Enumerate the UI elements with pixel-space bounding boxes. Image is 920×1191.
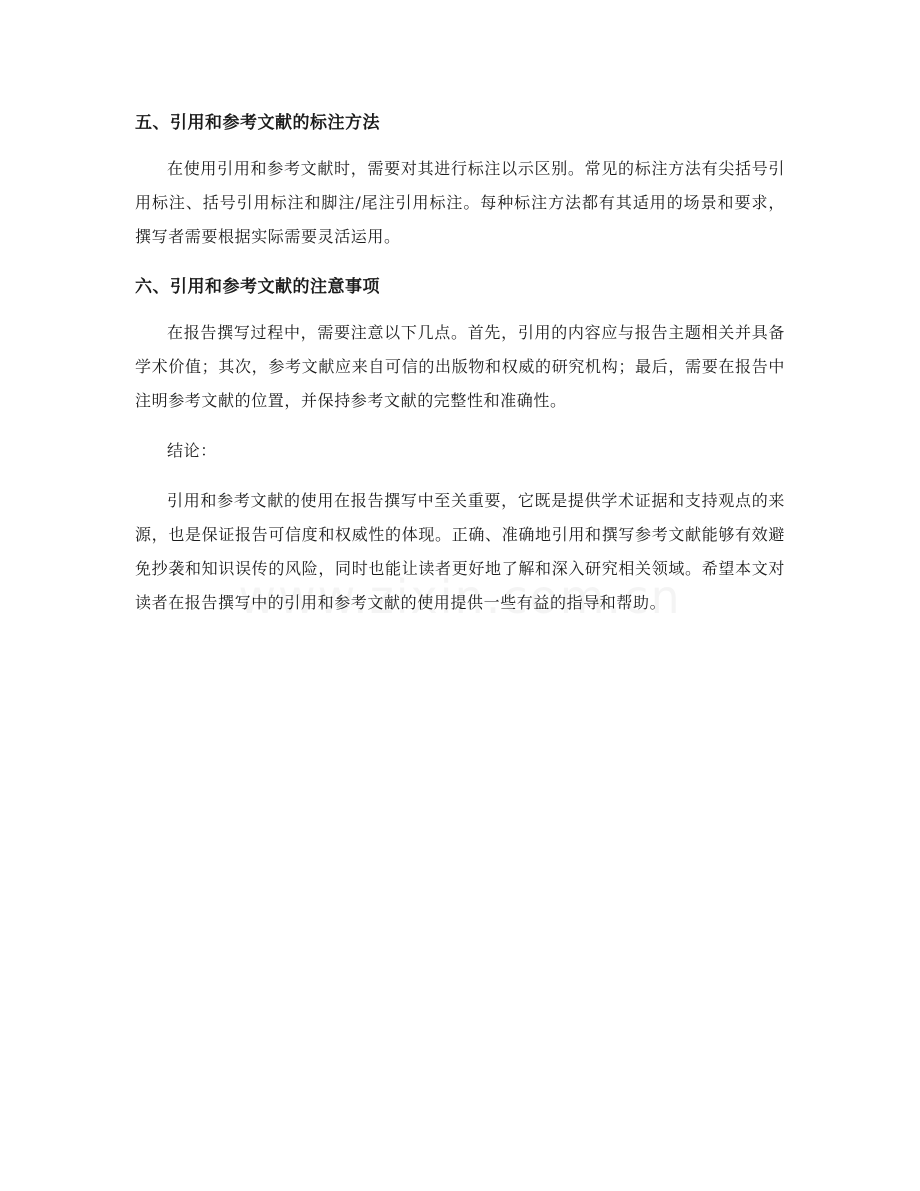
section-body-5: 在使用引用和参考文献时，需要对其进行标注以示区别。常见的标注方法有尖括号引用标注、括号引用标注和脚注/尾注引用标注。每种标注方法都有其适用的场景和要求，撰写者需要根据实际需要灵活运用。 xyxy=(135,159,785,246)
section-heading-5: 五、引用和参考文献的标注方法 xyxy=(135,113,380,133)
section-heading-6: 六、引用和参考文献的注意事项 xyxy=(135,277,380,297)
conclusion-body: 引用和参考文献的使用在报告撰写中至关重要，它既是提供学术证据和支持观点的来源，也是保证报告可信度和权威性的体现。正确、准确地引用和撰写参考文献能够有效避免抄袭和知识误传的风险，同时也能让读者更好地了解和深入研究相关领域。希望本文对读者在报告撰写中的引用和参考文献的使用提供一些有益的指导和帮助。 xyxy=(135,491,785,612)
document-content xyxy=(135,106,785,636)
conclusion-label: 结论： xyxy=(167,441,217,460)
section-body-6: 在报告撰写过程中，需要注意以下几点。首先，引用的内容应与报告主题相关并具备学术价值；其次，参考文献应来自可信的出版物和权威的研究机构；最后，需要在报告中注明参考文献的位置，并保持参考文献的完整性和准确性。 xyxy=(135,323,785,410)
